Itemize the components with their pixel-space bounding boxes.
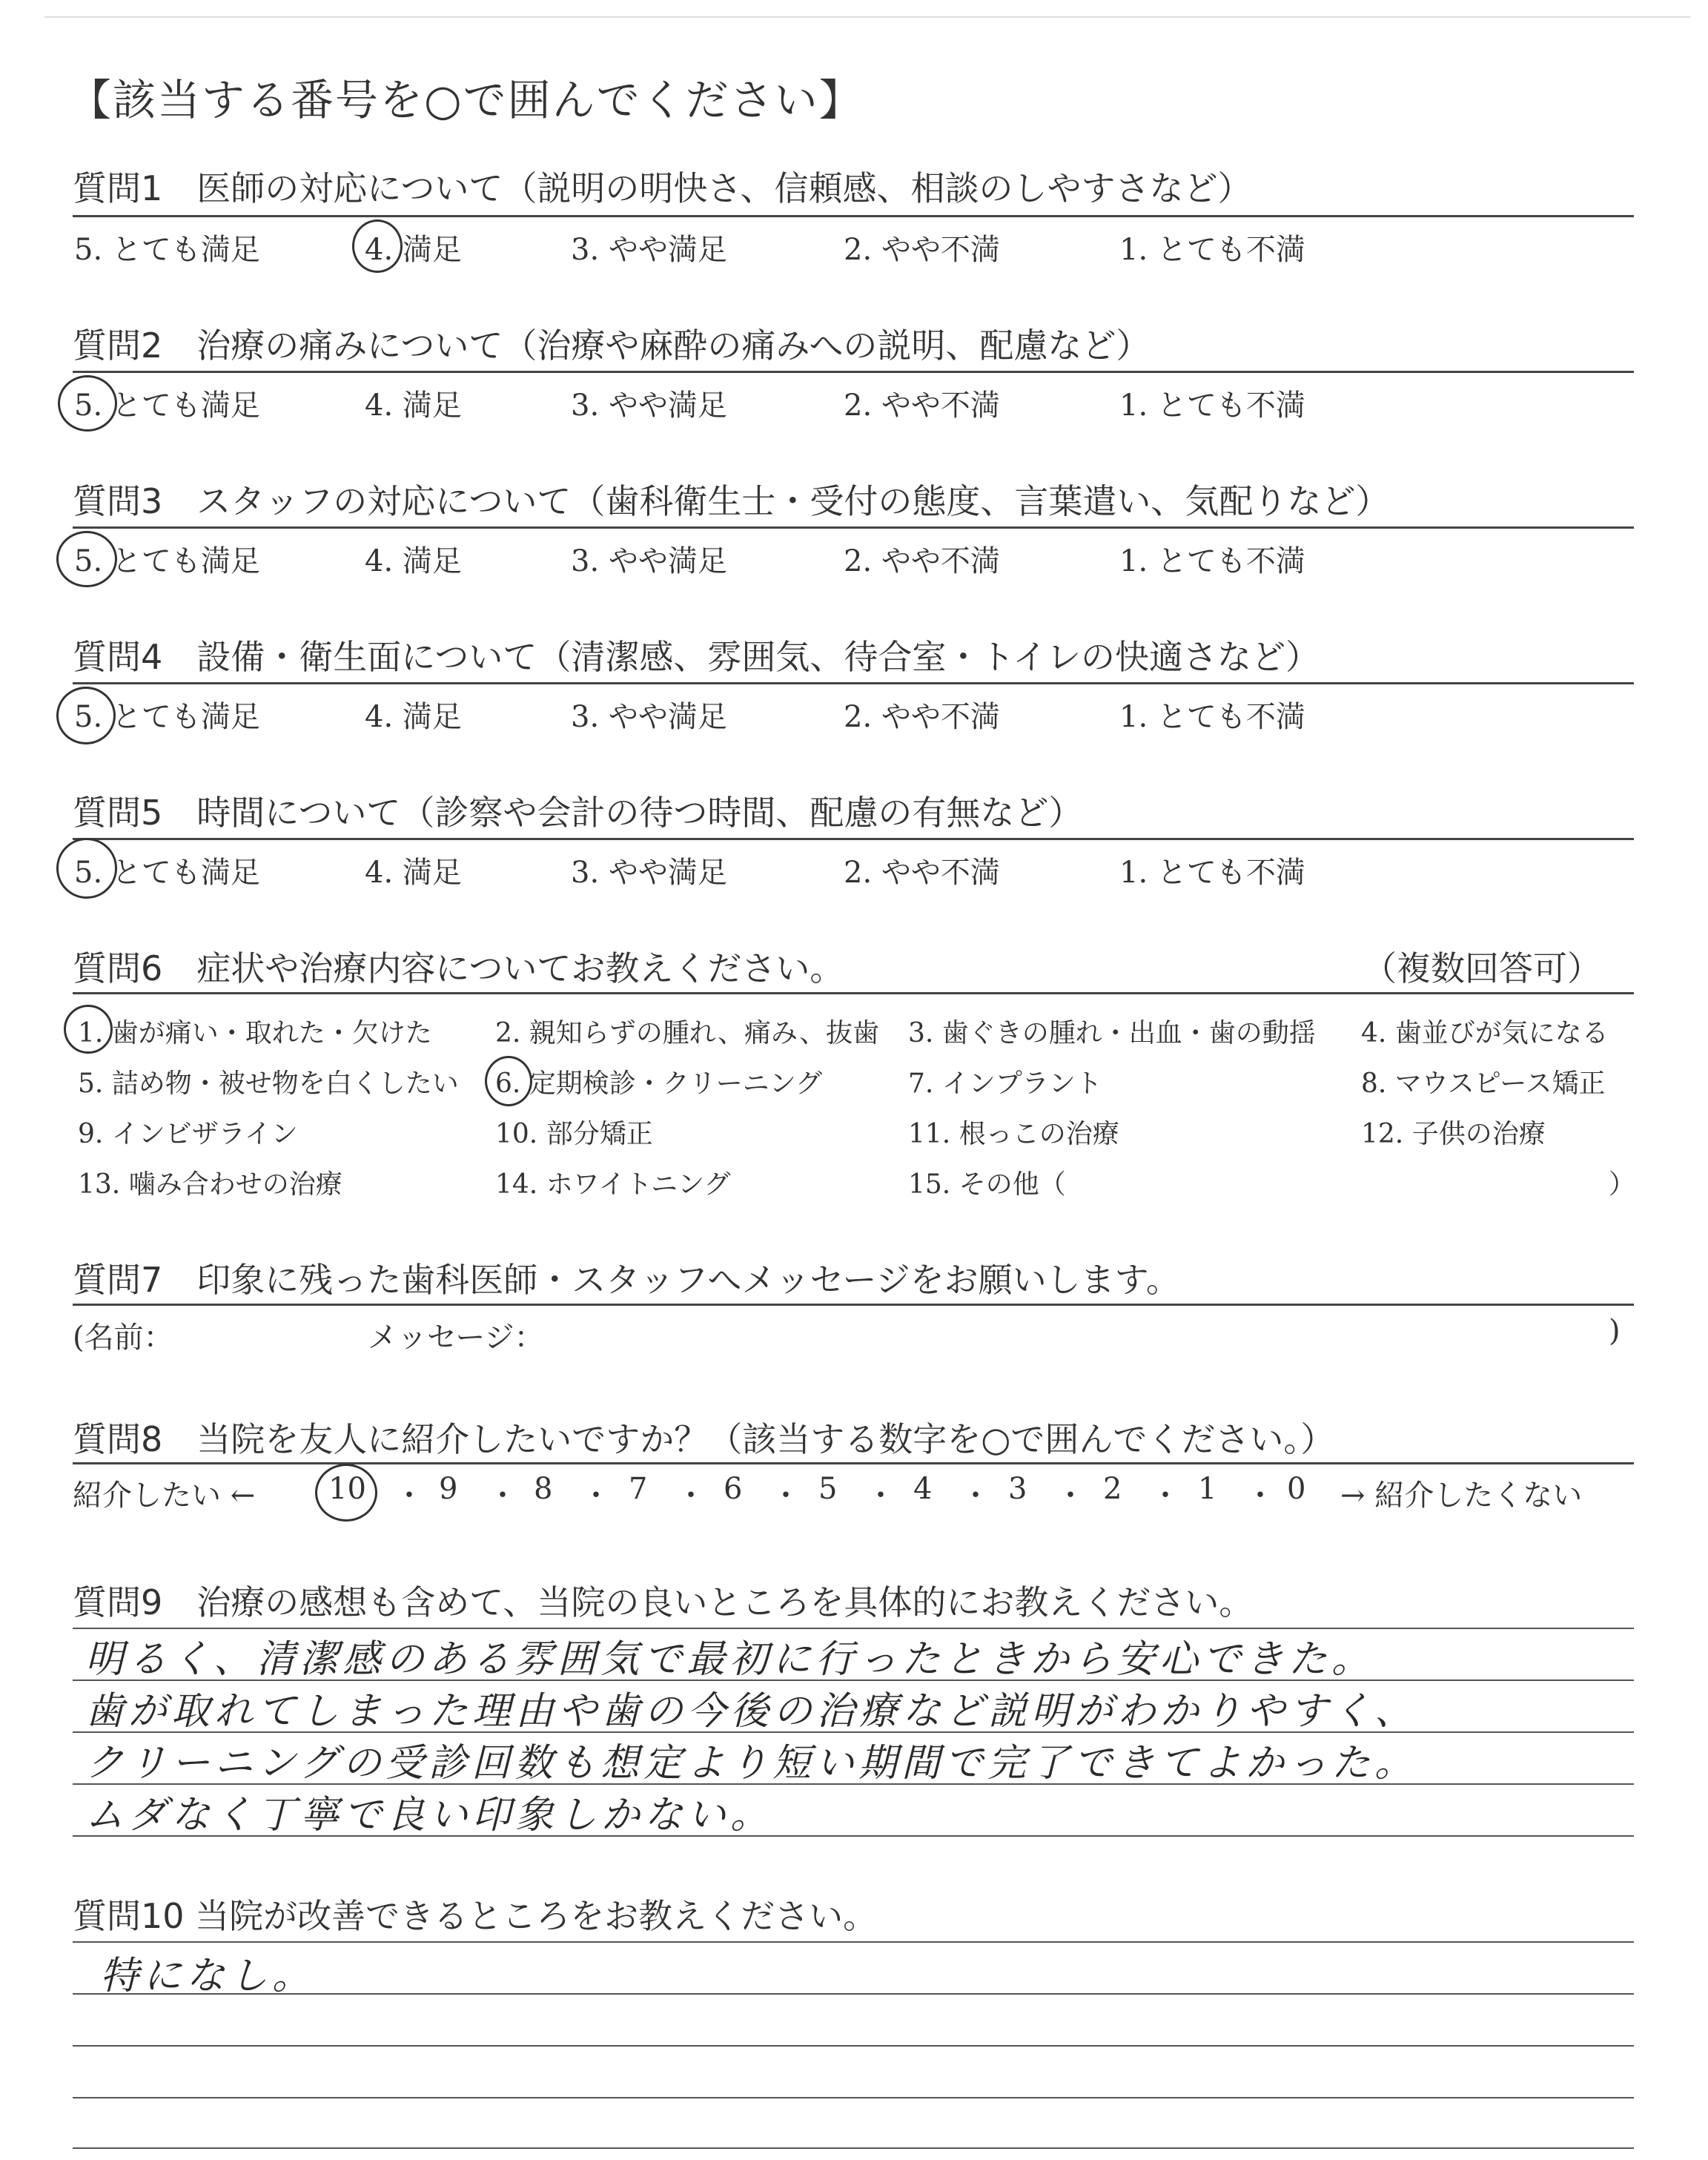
q8-rule [73,1462,1634,1464]
q3-option-3[interactable]: 3. やや満足 [571,544,727,578]
q6-title: 質問6 症状や治療内容についてお教えください。 [73,948,844,988]
q3-option-5[interactable]: 5. とても満足 [74,544,260,578]
q8-dot: ・ [771,1479,801,1513]
q10-line-4 [73,2097,1634,2098]
q4-option-3[interactable]: 3. やや満足 [571,700,727,734]
q8-dot: ・ [1151,1479,1180,1513]
q2-rule [73,371,1634,373]
top-edge [44,16,1690,18]
q10-line-5 [73,2147,1634,2149]
q6-answer-circle-1 [64,1005,113,1054]
q8-dot: ・ [488,1479,517,1513]
q4-title: 質問4 設備・衛生面について（清潔感、雰囲気、待合室・トイレの快適さなど） [73,637,1320,677]
q5-option-3[interactable]: 3. やや満足 [571,856,727,890]
q10-line-1 [73,1941,1634,1943]
q1-title: 質問1 医師の対応について（説明の明快さ、信頼感、相談のしやすさなど） [73,168,1252,208]
q10-title: 質問10 当院が改善できるところをお教えください。 [73,1896,878,1936]
q6-option-1[interactable]: 1. 歯が痛い・取れた・欠けた [78,1018,432,1048]
q8-dot: ・ [394,1479,424,1513]
q8-dot: ・ [1056,1479,1085,1513]
q3-answer-circle [56,531,117,587]
q2-option-5[interactable]: 5. とても満足 [74,389,260,423]
q6-note: （複数回答可） [1363,948,1601,988]
q6-answer-circle-6 [485,1056,532,1106]
q8-dot: ・ [961,1479,990,1513]
q3-option-1[interactable]: 1. とても不満 [1119,544,1305,578]
q8-number-6[interactable]: 6 [724,1472,743,1506]
q8-dot: ・ [1245,1479,1275,1513]
q6-option-14[interactable]: 14. ホワイトニング [495,1169,731,1200]
q2-option-4[interactable]: 4. 満足 [365,389,462,423]
q5-option-2[interactable]: 2. やや不満 [844,856,1000,890]
q6-option-11[interactable]: 11. 根っこの治療 [908,1119,1119,1149]
q8-dot: ・ [581,1479,611,1513]
q8-number-0[interactable]: 0 [1287,1472,1306,1506]
instruction-header: 【該当する番号を○で囲んでください】 [68,75,864,125]
q9-answer-line-2: 歯が取れてしまった理由や歯の今後の治療など説明がわかりやすく、 [85,1689,1417,1734]
q5-option-5[interactable]: 5. とても満足 [74,856,260,890]
q3-title: 質問3 スタッフの対応について（歯科衛生士・受付の態度、言葉遣い、気配りなど） [73,481,1390,521]
q6-option-4[interactable]: 4. 歯並びが気になる [1361,1018,1609,1048]
q1-option-3[interactable]: 3. やや満足 [571,233,727,267]
q8-right-label: → 紹介したくない [1340,1479,1583,1513]
q8-dot: ・ [676,1479,706,1513]
q8-number-4[interactable]: 4 [913,1472,933,1506]
q6-option-15[interactable]: 15. その他（ [908,1169,1066,1200]
q8-answer-circle [315,1464,377,1522]
q9-answer-line-3: クリーニングの受診回数も想定より短い期間で完了できてよかった。 [85,1741,1417,1786]
q6-option-8[interactable]: 8. マウスピース矯正 [1361,1069,1606,1099]
q5-answer-circle [56,838,117,899]
q6-rule [73,992,1634,994]
q5-option-1[interactable]: 1. とても不満 [1119,856,1305,890]
q4-option-5[interactable]: 5. とても満足 [74,700,260,734]
q3-option-2[interactable]: 2. やや不満 [844,544,1000,578]
q2-title: 質問2 治療の痛みについて（治療や麻酔の痛みへの説明、配慮など） [73,326,1151,366]
q8-number-5[interactable]: 5 [818,1472,838,1506]
q1-answer-circle [352,219,403,273]
q8-number-1[interactable]: 1 [1198,1472,1217,1506]
q8-left-label: 紹介したい ← [73,1479,256,1513]
q5-rule [73,838,1634,840]
q6-option-9[interactable]: 9. インビザライン [78,1119,298,1149]
q2-option-1[interactable]: 1. とても不満 [1119,389,1305,423]
q10-answer-line-1: 特になし。 [100,1954,316,1998]
q6-option-7[interactable]: 7. インプラント [908,1069,1102,1099]
q4-option-1[interactable]: 1. とても不満 [1119,700,1305,734]
q6-option-3[interactable]: 3. 歯ぐきの腫れ・出血・歯の動揺 [908,1018,1316,1048]
q1-option-5[interactable]: 5. とても満足 [74,233,260,267]
q9-title: 質問9 治療の感想も含めて、当院の良いところを具体的にお教えください。 [73,1582,1254,1622]
q4-option-2[interactable]: 2. やや不満 [844,700,1000,734]
q8-number-3[interactable]: 3 [1008,1472,1027,1506]
q6-option-13[interactable]: 13. 噛み合わせの治療 [78,1169,342,1200]
q8-number-9[interactable]: 9 [439,1472,458,1506]
q6-other-close-paren: ） [1609,1169,1636,1200]
q1-option-4[interactable]: 4. 満足 [365,233,462,267]
q8-number-8[interactable]: 8 [534,1472,553,1506]
q1-rule [73,215,1634,217]
q6-option-6[interactable]: 6. 定期検診・クリーニング [495,1069,823,1099]
q7-title: 質問7 印象に残った歯科医師・スタッフへメッセージをお願いします。 [73,1260,1180,1300]
q6-option-12[interactable]: 12. 子供の治療 [1361,1119,1546,1149]
q6-option-5[interactable]: 5. 詰め物・被せ物を白くしたい [78,1069,459,1099]
q9-answer-line-1: 明るく、清潔感のある雰囲気で最初に行ったときから安心できた。 [85,1637,1374,1682]
q2-option-2[interactable]: 2. やや不満 [844,389,1000,423]
q9-answer-line-4: ムダなく丁寧で良い印象しかない。 [85,1793,774,1837]
q3-option-4[interactable]: 4. 満足 [365,544,462,578]
q7-message-label: メッセージ： [368,1321,544,1355]
q1-option-2[interactable]: 2. やや不満 [844,233,1000,267]
q4-rule [73,682,1634,684]
q8-dot: ・ [866,1479,896,1513]
q4-option-4[interactable]: 4. 満足 [365,700,462,734]
q8-number-10[interactable]: 10 [328,1472,366,1506]
q6-option-2[interactable]: 2. 親知らずの腫れ、痛み、抜歯 [495,1018,880,1048]
q6-option-10[interactable]: 10. 部分矯正 [495,1119,653,1149]
q3-rule [73,526,1634,529]
q7-rule [73,1304,1634,1306]
q1-option-1[interactable]: 1. とても不満 [1119,233,1305,267]
q8-number-7[interactable]: 7 [629,1472,648,1506]
q4-answer-circle [56,687,116,744]
q2-answer-circle [58,375,117,432]
q2-option-3[interactable]: 3. やや満足 [571,389,727,423]
q8-title: 質問8 当院を友人に紹介したいですか？（該当する数字を○で囲んでください。） [73,1419,1335,1459]
q7-name-label: (名前： [73,1321,173,1355]
q10-line-3 [73,2045,1634,2047]
q7-close-paren: ) [1609,1314,1621,1348]
q5-option-4[interactable]: 4. 満足 [365,856,462,890]
q5-title: 質問5 時間について（診察や会計の待つ時間、配慮の有無など） [73,793,1083,833]
q8-number-2[interactable]: 2 [1103,1472,1122,1506]
